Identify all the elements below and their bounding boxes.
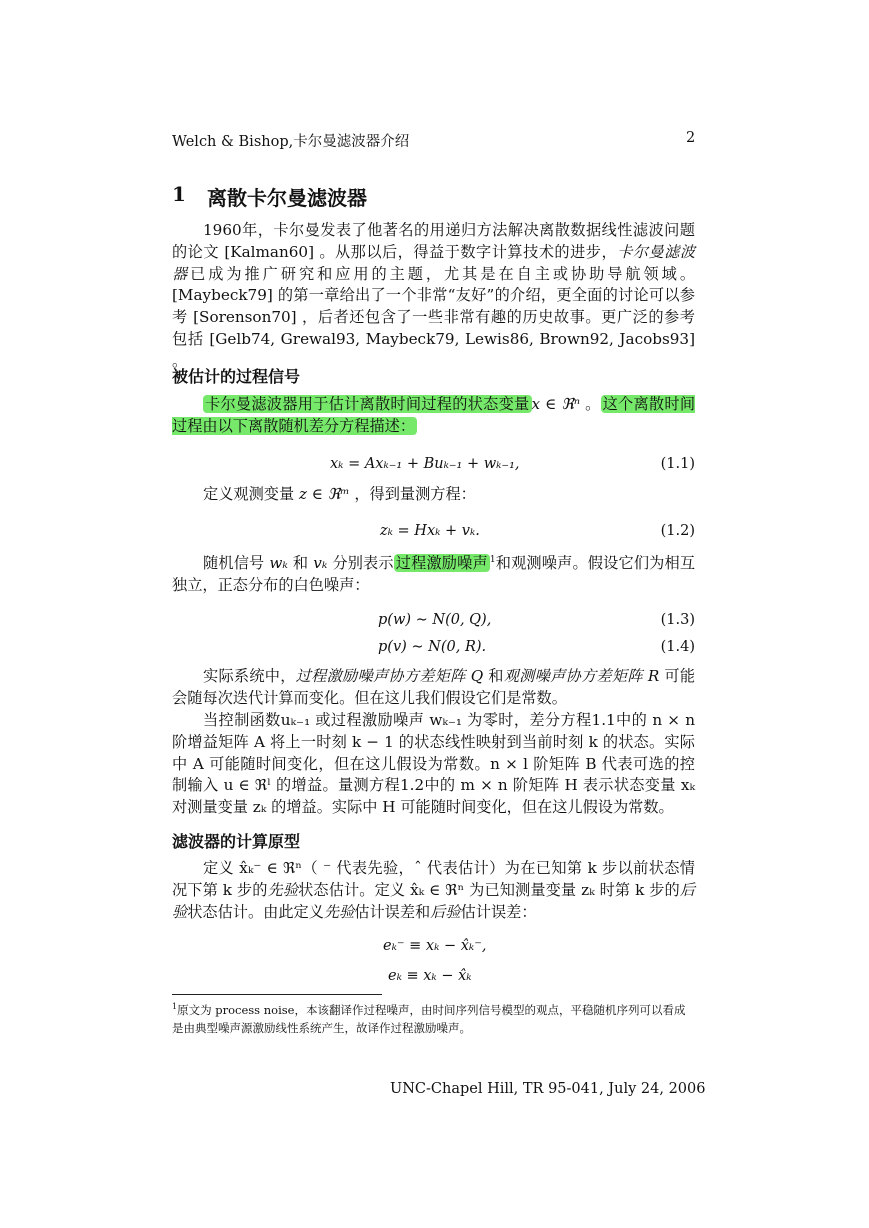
equation-number-1-2: (1.2) xyxy=(660,523,695,539)
state-variable-math: x ∈ ℜⁿ xyxy=(531,395,581,413)
intro-text-b: 已成为推广研究和应用的主题，尤其是在自主或协助导航领域。[Maybeck79] 的第一章给出了一个非常“友好”的介绍，更全面的讨论可以参考 [Sorenson70] ，后者还包含了一些非常有趣的历史故事。更广泛的参考包括 [Gelb74, Grewal93, Maybeck79, Lewis86, Brown92, Jacobs93] 。 xyxy=(172,264,696,370)
punctuation: 。 xyxy=(580,395,601,413)
footnote xyxy=(172,998,695,1037)
equation-number-1-4: (1.4) xyxy=(660,639,695,655)
equation-1-4: p(v) ∼ N(0, R). xyxy=(378,639,487,655)
equation-posterior-error: eₖ ≡ xₖ − x̂ₖ xyxy=(388,968,472,984)
definition-text-a: 定义 x̂ₖ⁻ ∈ ℜⁿ（ ⁻ 代表先验，ˆ 代表估计）为在已知第 k 步以前状态情况下第 k 步的 xyxy=(172,859,695,899)
equation-number-1-3: (1.3) xyxy=(660,612,695,628)
noise-and: 和 xyxy=(287,554,314,573)
noise-w: wₖ xyxy=(269,554,288,573)
posterior-term-2: 后验 xyxy=(430,902,461,921)
covariance-text-b: 可能会随每次迭代计算而变化。但在这儿我们假设它们是常数。 xyxy=(172,667,696,707)
definition-text-b: 状态估计。定义 x̂ₖ ∈ ℜⁿ 为已知测量变量 zₖ 时第 k 步的 xyxy=(298,880,680,899)
running-title: Welch & Bishop,卡尔曼滤波器介绍 xyxy=(172,134,410,150)
control-paragraph: 当控制函数uₖ₋₁ 或过程激励噪声 wₖ₋₁ 为零时，差分方程1.1中的 n × n 阶增益矩阵 A 将上一时刻 k − 1 的状态线性映射到当前时刻 k 的状态。实际中 A 可能随时间变化，但在这儿假设为常数。n × l 阶矩阵 B 代表可选的控制输入 u ∈ ℜˡ 的增益。量测方程1.2中的 m × n 阶矩阵 H 表示状态变量 xₖ 对测量变量 zₖ 的增益。实际中 H 可能随时间变化，但在这儿假设为常数。 xyxy=(172,711,695,817)
covariance-paragraph xyxy=(172,666,695,710)
subsection-title-process: 被估计的过程信号 xyxy=(172,367,301,386)
noise-text-c: 和观测噪声。假设它们为相互独立，正态分布的白色噪声： xyxy=(172,554,696,594)
equation-1-3: p(w) ∼ N(0, Q), xyxy=(378,612,492,628)
observation-math: z ∈ ℜᵐ xyxy=(298,485,350,503)
equation-1-1: xₖ = Axₖ₋₁ + Buₖ₋₁ + wₖ₋₁, xyxy=(330,456,520,472)
equation-number-1-1: (1.1) xyxy=(660,456,695,472)
highlight-state-variable: 卡尔曼滤波器用于估计离散时间过程的状态变量 xyxy=(205,395,530,413)
equation-prior-error: eₖ⁻ ≡ xₖ − x̂ₖ⁻, xyxy=(383,938,487,954)
page-number: 2 xyxy=(686,130,696,146)
observation-paragraph xyxy=(172,484,695,506)
definition-text-e: 估计误差： xyxy=(460,902,537,921)
noise-paragraph xyxy=(172,550,695,597)
noise-text-a: 随机信号 xyxy=(203,554,270,573)
section-number: 1 xyxy=(172,182,186,206)
observation-text-a: 定义观测变量 xyxy=(203,485,299,503)
noise-text-b: 分别表示 xyxy=(327,554,394,573)
measurement-noise-covariance: 观测噪声协方差矩阵 R xyxy=(503,667,660,685)
process-paragraph xyxy=(172,394,695,438)
definition-paragraph xyxy=(172,858,695,923)
prior-term-1: 先验 xyxy=(267,880,299,899)
footnote-marker: 1 xyxy=(489,555,496,565)
equation-1-2: zₖ = Hxₖ + vₖ. xyxy=(380,523,480,539)
highlight-process-noise: 过程激励噪声 xyxy=(395,554,488,573)
footnote-mark: 1 xyxy=(172,1002,178,1011)
footnote-rule xyxy=(172,994,382,995)
noise-v: vₖ xyxy=(313,554,328,573)
definition-text-d: 估计误差和 xyxy=(354,902,431,921)
subsection-title-filter: 滤波器的计算原型 xyxy=(172,832,301,851)
posterior-term-1: 后验 xyxy=(172,880,696,921)
covariance-text-a: 实际系统中， xyxy=(203,667,296,685)
highlight-difference-equation: 这个离散时间过程由以下离散随机差分方程描述： xyxy=(172,395,696,435)
prior-term-2: 先验 xyxy=(323,902,355,921)
covariance-and: 和 xyxy=(483,667,504,685)
intro-text-a: 1960年，卡尔曼发表了他著名的用递归方法解决离散数据线性滤波问题的论文 [Kalman60] 。从那以后，得益于数字计算技术的进步， xyxy=(172,221,695,261)
footnote-text: 原文为 process noise，本该翻译作过程噪声，由时间序列信号模型的观点，平稳随机序列可以看成是由典型噪声源激励线性系统产生，故译作过程激励噪声。 xyxy=(172,1002,686,1035)
definition-text-c: 状态估计。由此定义 xyxy=(187,902,324,921)
observation-text-b: ，得到量测方程： xyxy=(349,485,476,503)
footer-citation: UNC-Chapel Hill, TR 95-041, July 24, 2006 xyxy=(390,1081,706,1097)
intro-italic: 卡尔曼滤波器 xyxy=(172,242,696,283)
section-title: 离散卡尔曼滤波器 xyxy=(207,186,367,210)
intro-paragraph xyxy=(172,220,695,373)
process-noise-covariance: 过程激励噪声协方差矩阵 Q xyxy=(295,667,484,685)
